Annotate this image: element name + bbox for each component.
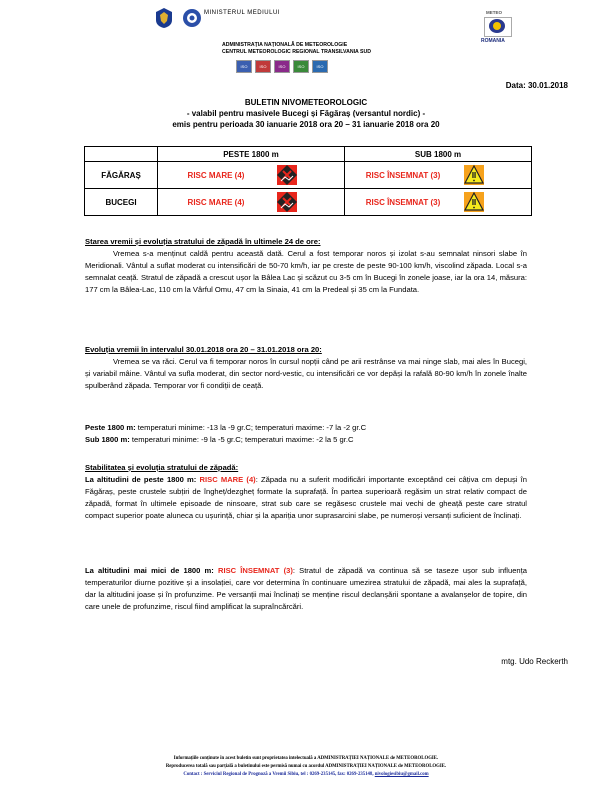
- logo-sun-icon: [493, 22, 501, 30]
- section-title: Stabilitatea și evoluția stratului de zăpadă:: [85, 463, 239, 472]
- risk-level-text: RISC ÎNSEMNAT (3): [218, 566, 293, 575]
- certification-badges: [236, 60, 328, 72]
- center-name: CENTRUL METEOROLOGIC REGIONAL TRANSILVANIA SUD: [222, 49, 371, 55]
- section-body: [85, 248, 527, 296]
- footer-contact: [0, 772, 612, 777]
- table-row: [85, 189, 532, 216]
- section-text: : Stratul de zăpadă va continua să se taseze ușor sub influența temperaturilor diurne pozitive și a insolației, care vor determina în continuare umezirea stratului de zăpadă, mai ales la suprafață, dar la altitudini joase și în profunzime. Pe versanții mai înclinați se menține riscul declanșării spontane a avalanșelor de topire, din care unele de profunzime, riscul fiind amplificat la supraîncărcări.: [85, 566, 527, 611]
- footer-reproduction: Reproducerea totală sau parțială a buletinului este permisă numai cu acordul ADMINISTRAȚIEI NAȚIONALE de METEOROLOGIE.: [165, 764, 447, 769]
- signature: mtg. Udo Reckerth: [501, 657, 568, 666]
- risk-table: [84, 146, 532, 216]
- letterhead: [0, 0, 612, 80]
- temp-above-label: Peste 1800 m:: [85, 423, 136, 432]
- risk-cell-above: [158, 162, 345, 189]
- risk-level-text: RISC ÎNSEMNAT (3): [365, 170, 441, 180]
- avalanche-risk-4-icon: [276, 191, 298, 213]
- risk-level-text: RISC ÎNSEMNAT (3): [365, 197, 441, 207]
- risk-level-text: RISC MARE (4): [187, 170, 245, 180]
- table-row: [85, 162, 532, 189]
- coat-of-arms-icon: [152, 6, 176, 30]
- risk-cell-above: [158, 189, 345, 216]
- bulletin-period: emis pentru perioada 30 ianuarie 2018 ora 20 – 31 ianuarie 2018 ora 20: [172, 120, 440, 129]
- iso-badge-icon: ISO: [274, 60, 290, 73]
- altitude-label: La altitudini de peste 1800 m:: [85, 474, 197, 484]
- stability-below: [85, 565, 527, 613]
- agency-name: ADMINISTRAȚIA NAȚIONALĂ DE METEOROLOGIE: [222, 42, 348, 48]
- iso-badge-icon: ISO: [236, 60, 252, 73]
- section-forecast: [85, 344, 527, 392]
- section-title: Starea vremii și evoluția stratului de zăpadă în ultimele 24 de ore:: [85, 237, 321, 246]
- temp-below-value: temperaturi minime: -9 la -5 gr.C; temperaturi maxime: -2 la 5 gr.C: [131, 434, 354, 444]
- meteo-logo-icon: [182, 8, 202, 28]
- section-text: Vremea se va răci. Cerul va fi temporar noros în cursul nopții când pe arii restrânse va mai ninge slab, mai ales în Bucegi, și variabil mâine. Vântul va sufla moderat, din sector nord-vestic, cu intensificări ce vor depăși la rafală 80-90 km/h în zonele înalte spulberând zăpada. Temporar vor fi condiții de ceață.: [85, 356, 527, 390]
- avalanche-risk-3-icon: [463, 191, 485, 213]
- temp-above: [85, 422, 527, 434]
- risk-level-text: RISC MARE (4): [187, 197, 245, 207]
- meteo-label: METEO: [486, 10, 503, 15]
- col-header-above: PESTE 1800 m: [158, 147, 345, 162]
- region-name: BUCEGI: [85, 189, 158, 216]
- temp-above-value: temperaturi minime: -13 la -9 gr.C; temperaturi maxime: -7 la -2 gr.C: [137, 423, 367, 432]
- iso-badge-icon: ISO: [312, 60, 328, 73]
- section-body: [85, 356, 527, 392]
- table-corner: [85, 147, 158, 162]
- iso-badge-icon: ISO: [293, 60, 309, 73]
- avalanche-risk-4-icon: [276, 164, 298, 186]
- section-past-weather: [85, 236, 527, 296]
- temperatures: [85, 422, 527, 446]
- section-title: Evoluția vremii în intervalul 30.01.2018 ora 20 – 31.01.2018 ora 20:: [85, 345, 322, 354]
- region-name: FĂGĂRAȘ: [85, 162, 158, 189]
- section-stability: [85, 462, 527, 522]
- risk-cell-below: [345, 189, 532, 216]
- bulletin-validity: - valabil pentru masivele Bucegi și Făgăraș (versantul nordic) -: [186, 109, 426, 118]
- section-stability-below: [85, 565, 527, 613]
- iso-badge-icon: ISO: [255, 60, 271, 73]
- contact-email-link[interactable]: nivologiesibiu@gmail.com: [374, 772, 429, 777]
- stability-above: [85, 474, 527, 522]
- section-text: : Zăpada nu a suferit modificări importante exceptând cei câțiva cm depuși în Făgăraș, peste crustele subțiri de îngheț/dezgheț formate la suprafață. În partea superioară regăsim un strat relativ compact de zăpadă, format în ultimele episoade de ninsoare, strat sub care se regăsesc crustele mai vechi de gheață peste care stratul compact superior poate aluneca cu ușurință, chiar și la apariția unor suprasarcini slabe, pe numeroși versanți suficient de înclinați.: [85, 474, 527, 520]
- col-header-below: SUB 1800 m: [345, 147, 532, 162]
- section-text: Vremea s-a menținut caldă pentru această dată. Cerul a fost temporar noros și izolat s-au semnalat ninsori slabe în Meridionali. Vântul a suflat moderat cu intensificări de 50-70 km/h, iar pe creste de peste 90-100 km/h, viscolind zăpada. Local s-a semnalat ceață. Stratul de zăpadă a crescut ușor la Bâlea Lac și scăzut cu 3-5 cm în Bucegi în zonele joase, iar la ora 14, măsura: 177 cm la Bâlea-Lac, 110 cm la Vârful Omu, 47 cm la Sinaia, 41 cm la Predeal și 35 cm la Fundata.: [85, 248, 527, 294]
- altitude-label: La altitudini mai mici de 1800 m:: [85, 566, 214, 575]
- bulletin-date: Data: 30.01.2018: [505, 81, 568, 90]
- ministry-name: MINISTERUL MEDIULUI: [204, 10, 280, 16]
- temp-below: [85, 434, 527, 446]
- contact-text: Contact : Serviciul Regional de Prognoză a Vremii Sibiu, tel : 0269-235145, fax: 0269-235148,: [183, 772, 375, 777]
- temp-below-label: Sub 1800 m:: [85, 434, 130, 444]
- footer-copyright: Informațiile conținute în acest buletin sunt proprietatea intelectuală a ADMINISTRAȚIEI NAȚIONALE de METEOROLOGIE.: [173, 756, 439, 761]
- risk-cell-below: [345, 162, 532, 189]
- avalanche-risk-3-icon: [463, 164, 485, 186]
- country-label: ROMANIA: [481, 38, 505, 44]
- risk-level-text: RISC MARE (4): [199, 474, 256, 484]
- bulletin-title: BULETIN NIVOMETEOROLOGIC: [244, 98, 368, 107]
